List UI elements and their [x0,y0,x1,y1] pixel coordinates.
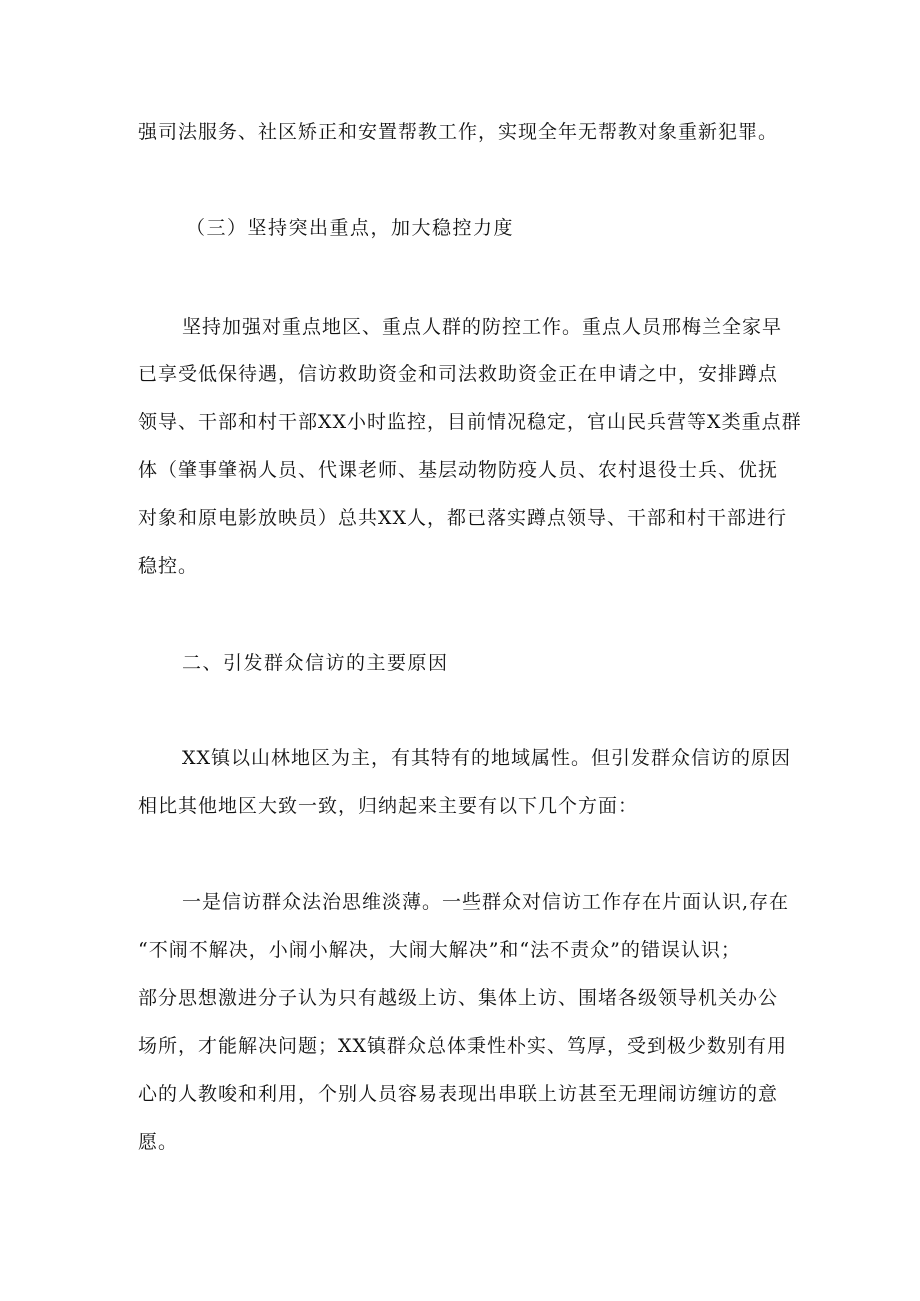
paragraph-line: 心的人教唆和利用，个别人员容易表现出串联上访甚至无理闹访缠访的意 [138,1083,779,1105]
paragraph-line: 部分思想激进分子认为只有越级上访、集体上访、围堵各级领导机关办公 [138,987,779,1009]
paragraph-line: “不闹不解决，小闹小解决，大闹大解决”和“法不责众”的错误认识； [138,939,741,961]
paragraph-line: 场所，才能解决问题；XX镇群众总体秉性朴实、笃厚，受到极少数别有用 [138,1035,788,1057]
paragraph-line: 稳控。 [138,555,199,577]
paragraph-line: 坚持加强对重点地区、重点人群的防控工作。重点人员邢梅兰全家早 [182,316,783,338]
paragraph-line: 一是信访群众法治思维淡薄。一些群众对信访工作存在片面认识,存在 [182,891,790,913]
paragraph-line: 已享受低保待遇，信访救助资金和司法救助资金正在申请之中，安排蹲点 [138,363,779,385]
paragraph-line: 对象和原电影放映员）总共XX人，都已落实蹲点领导、干部和村干部进行 [138,507,788,529]
paragraph-line: 体（肇事肇祸人员、代课老师、基层动物防疫人员、农村退役士兵、优抚 [138,459,779,481]
paragraph-line: 愿。 [138,1131,179,1153]
paragraph-line: 领导、干部和村干部XX小时监控，目前情况稳定，官山民兵营等X类重点群 [138,411,802,433]
paragraph-line: 相比其他地区大致一致，归纳起来主要有以下几个方面： [138,795,639,817]
paragraph-continuation-line: 强司法服务、社区矫正和安置帮教工作，实现全年无帮教对象重新犯罪。 [138,121,779,143]
section-heading-3: （三）坚持突出重点，加大稳控力度 [186,217,515,239]
paragraph-line: XX镇以山林地区为主，有其特有的地域属性。但引发群众信访的原因 [182,747,792,769]
section-heading-2: 二、引发群众信访的主要原因 [182,652,449,674]
